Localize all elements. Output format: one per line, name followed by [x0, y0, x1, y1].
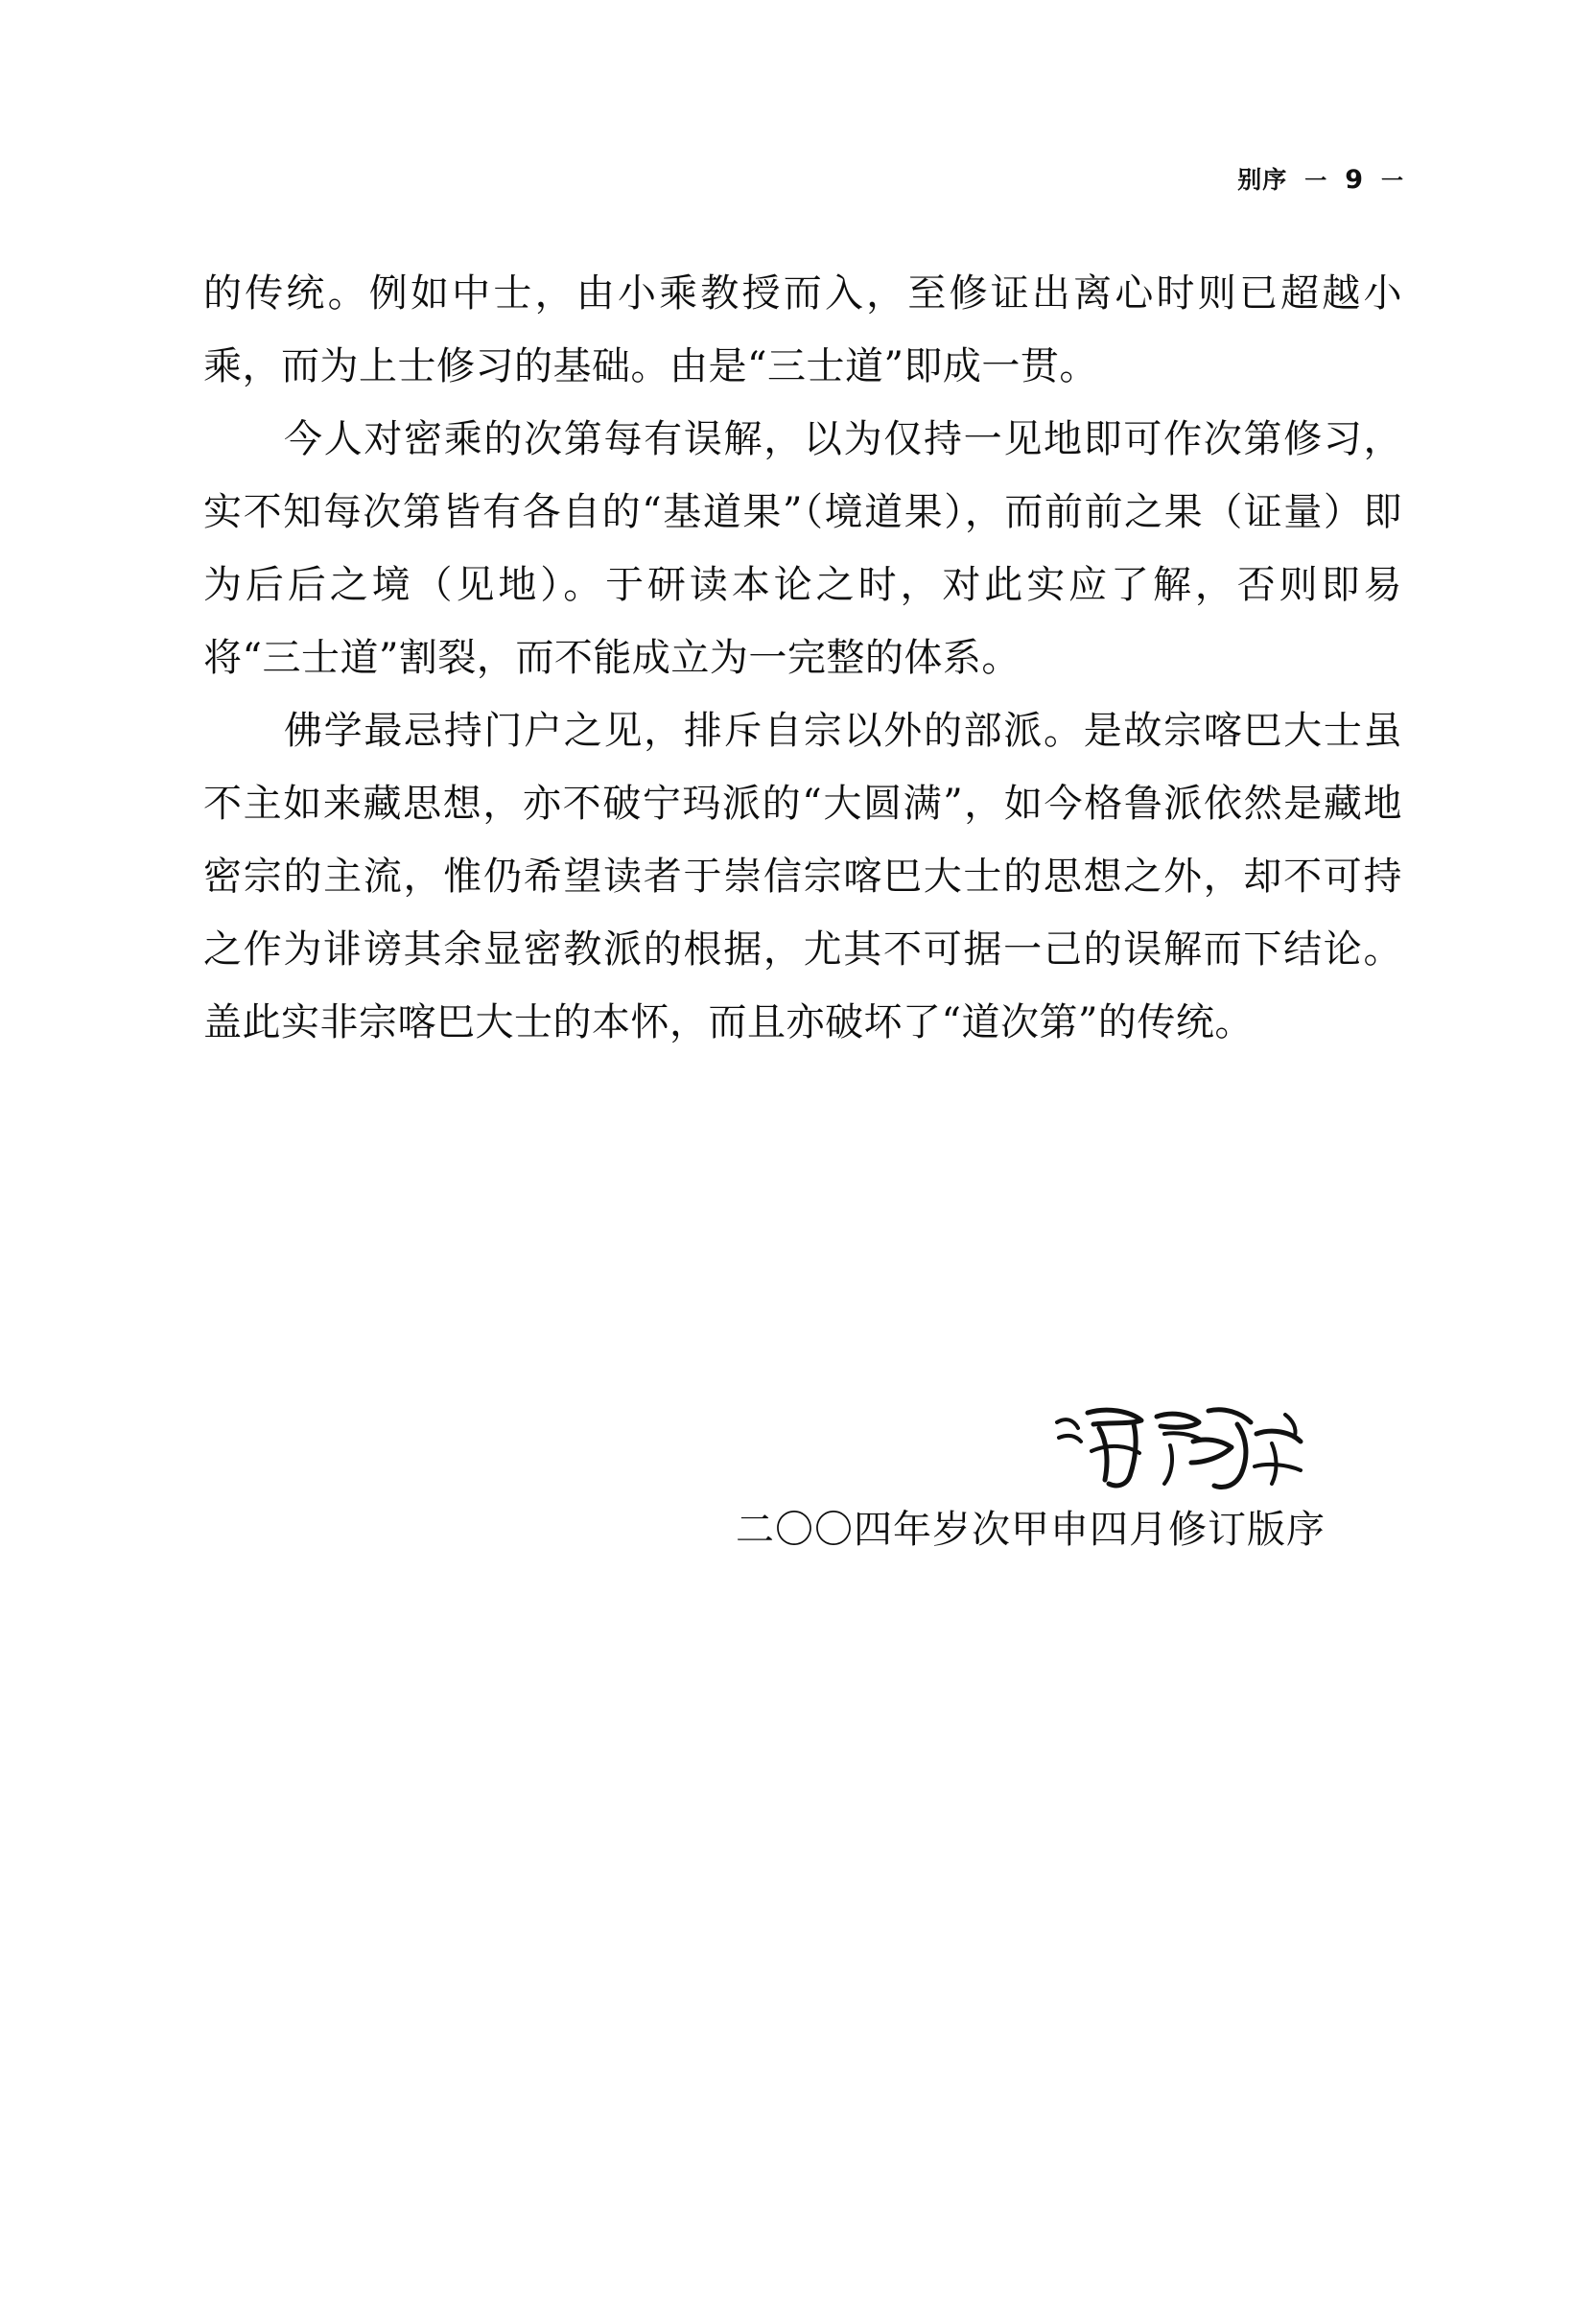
paragraph-2: 今人对密乘的次第每有误解，以为仅持一见地即可作次第修习，实不知每次第皆有各自的“基道果”（境道果），而前前之果（证量）即为后后之境（见地）。于研读本论之时，对此实应了解，否则即易将“三士道”割裂，而不能成立为一完整的体系。	[203, 417, 1402, 680]
handwritten-signature-icon	[1049, 1395, 1318, 1501]
running-head	[1237, 161, 1404, 196]
signature-block	[203, 1395, 1402, 1587]
page-number: 9	[1345, 165, 1364, 195]
running-head-right-dash: 一	[1381, 169, 1404, 194]
running-head-section: 别序	[1237, 166, 1288, 194]
paragraph-1: 的传统。例如中士，由小乘教授而入，至修证出离心时则已超越小乘，而为上士修习的基础。由是“三士道”即成一贯。	[203, 271, 1402, 388]
paragraph-3: 佛学最忌持门户之见，排斥自宗以外的部派。是故宗喀巴大士虽不主如来藏思想，亦不破宁玛派的“大圆满”，如今格鲁派依然是藏地密宗的主流，惟仍希望读者于崇信宗喀巴大士的思想之外，却不可持之作为诽谤其余显密教派的根据，尤其不可据一己的误解而下结论。盖此实非宗喀巴大士的本怀，而且亦破坏了“道次第”的传统。	[203, 709, 1402, 1044]
running-head-left-dash: 一	[1304, 169, 1328, 194]
body-text	[203, 257, 1402, 1059]
signature-date: 二〇〇四年岁次甲申四月修订版序	[736, 1508, 1326, 1552]
